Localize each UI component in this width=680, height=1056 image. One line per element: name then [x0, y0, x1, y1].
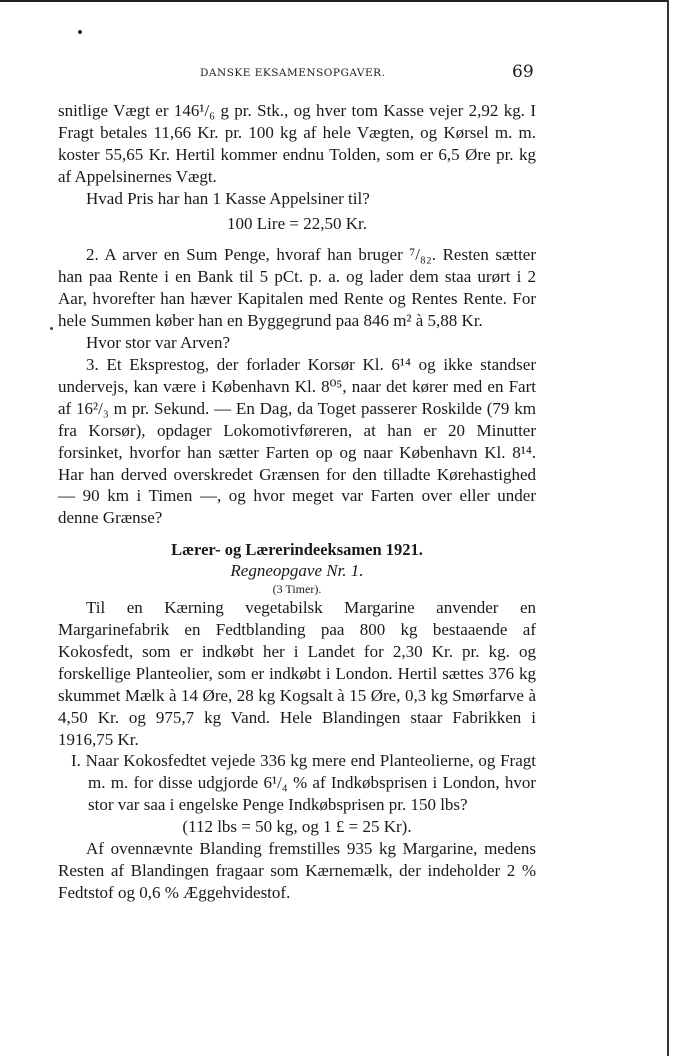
print-speck: [50, 327, 53, 330]
spacer: [58, 234, 536, 244]
problem-3: 3. Et Eksprestog, der forlader Korsør Kl. 6¹⁴ og ikke standser undervejs, kan være i København Kl. 8⁰⁵, naar det kører med en Fart af 16²/₃ m pr. Sekund. — En Dag, da Toget passerer Roskilde (79 km fra Korsør), opdager Lokomotivføreren, at han er 20 Minutter forsinket, hvorfor han sætter Farten op og naar København Kl. 8¹⁴. Har han derved overskredet Grænsen for den tilladte Kørehastighed — 90 km i Timen —, og hvor meget var Farten over eller under denne Grænse?: [58, 354, 536, 528]
paragraph-continuation: snitlige Vægt er 146¹/₆ g pr. Stk., og hver tom Kasse vejer 2,92 kg. I Fragt betales 11,66 Kr. pr. 100 kg af hele Vægten, og Kørsel m. m. koster 55,65 Kr. Hertil kommer endnu Tolden, som er 6,5 Øre pr. kg af Appelsinernes Vægt.: [58, 101, 536, 186]
print-speck: [78, 30, 82, 34]
question-1: Hvad Pris har han 1 Kasse Appelsiner til?: [86, 188, 370, 208]
section-time: (3 Timer).: [272, 582, 322, 597]
page-body: [58, 100, 536, 904]
section-title: Lærer- og Lærerindeeksamen 1921.: [171, 540, 423, 560]
question-2: Hvor stor var Arven?: [86, 333, 230, 353]
equation-exchange-rate: 100 Lire = 22,50 Kr.: [227, 213, 367, 233]
page-right-border: [667, 0, 669, 1056]
running-header: DANSKE EKSAMENSOPGAVER.: [200, 67, 386, 79]
problem-text: Til en Kærning vegetabilsk Margarine anvender en Margarinefabrik en Fedtblanding paa 800 kg bestaaende af Kokosfedt, som er indkøbt her i Landet for 2,30 Kr. pr. kg. og forskellige Planteolier, som er indkøbt i London. Hertil sættes 376 kg skummet Mælk à 14 Øre, 28 kg Kogsalt à 15 Øre, 0,3 kg Smørfarve à 4,50 Kr. og 975,7 kg Vand. Hele Blandingen staar Fabrikken i 1916,75 Kr.: [58, 598, 536, 749]
spacer: [58, 529, 536, 539]
page-top-border: [0, 0, 668, 2]
problem-2: 2. A arver en Sum Penge, hvoraf han bruger ⁷/₈₂. Resten sætter han paa Rente i en Bank til 5 pCt. p. a. og lader dem staa urørt i 2 Aar, hvorefter han hæver Kapitalen med Rente og Rentes Rente. For hele Summen køber han en Byggegrund paa 846 m² à 5,88 Kr.: [58, 245, 536, 331]
sub-question-1: I. Naar Kokosfedtet vejede 336 kg mere end Planteolierne, og Fragt m. m. for disse udgjorde 6¹/₄ % af Indkøbsprisen i London, hvor stor var saa i engelske Penge Indkøbsprisen pr. 150 lbs?: [71, 751, 536, 815]
page-number: 69: [512, 62, 534, 82]
problem-continuation: Af ovennævnte Blanding fremstilles 935 kg Margarine, medens Resten af Blandingen fragaar som Kærnemælk, der indeholder 2 % Fedtstof og 0,6 % Æggehvidestof.: [58, 839, 536, 902]
section-subtitle: Regneopgave Nr. 1.: [230, 561, 364, 581]
equation-conversion: (112 lbs = 50 kg, og 1 £ = 25 Kr).: [182, 817, 412, 837]
